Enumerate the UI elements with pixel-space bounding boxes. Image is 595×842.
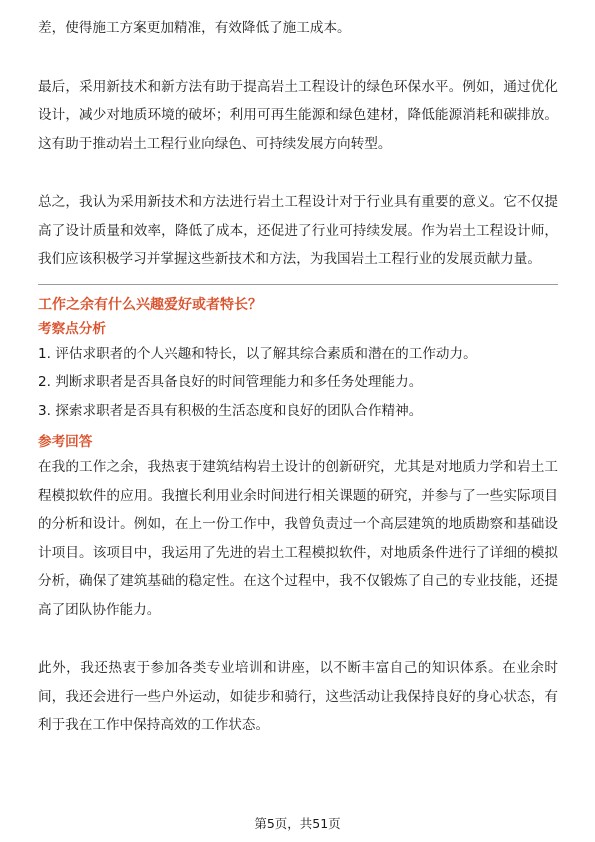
- analysis-point-1: 1. 评估求职者的个人兴趣和特长，以了解其综合素质和潜在的工作动力。: [38, 345, 477, 362]
- document-page: [38, 14, 558, 740]
- question-heading: 工作之余有什么兴趣爱好或者特长？: [38, 296, 262, 313]
- analysis-points-list: [38, 340, 558, 426]
- intro-paragraph-2: 最后，采用新技术和新方法有助于提高岩土工程设计的绿色环保水平。例如，通过优化设计，减少对地质环境的破坏；利用可再生能源和绿色建材，降低能源消耗和碳排放。这有助于推动岩土工程行业向绿色、可持续发展方向转型。: [38, 78, 558, 152]
- answer-paragraph-1: 在我的工作之余，我热衷于建筑结构岩土设计的创新研究，尤其是对地质力学和岩土工程模拟软件的应用。我擅长利用业余时间进行相关课题的研究，并参与了一些实际项目的分析和设计。例如，在上一份工作中，我曾负责过一个高层建筑的地质勘察和基础设计项目。该项目中，我运用了先进的岩土工程模拟软件，对地质条件进行了详细的模拟分析，确保了建筑基础的稳定性。在这个过程中，我不仅锻炼了自己的专业技能，还提高了团队协作能力。: [38, 459, 558, 618]
- section-divider: [38, 284, 558, 285]
- intro-paragraph-1: 差，使得施工方案更加精准，有效降低了施工成本。: [38, 20, 351, 36]
- page-footer: 第5页，共51页: [254, 816, 341, 831]
- analysis-point-2: 2. 判断求职者是否具备良好的时间管理能力和多任务处理能力。: [38, 374, 423, 390]
- answer-paragraph-2: 此外，我还热衷于参加各类专业培训和讲座，以不断丰富自己的知识体系。在业余时间，我还会进行一些户外运动，如徒步和骑行，这些活动让我保持良好的身心状态，有利于我在工作中保持高效的工作状态。: [38, 660, 558, 733]
- intro-paragraph-3: 总之，我认为采用新技术和方法进行岩土工程设计对于行业具有重要的意义。它不仅提高了设计质量和效率，降低了成本，还促进了行业可持续发展。作为岩土工程设计师，我们应该积极学习并掌握这些新技术和方法，为我国岩土工程行业的发展贡献力量。: [38, 194, 558, 267]
- analysis-heading: 考察点分析: [38, 320, 106, 337]
- answer-heading: 参考回答: [38, 434, 93, 450]
- analysis-point-3: 3. 探索求职者是否具有积极的生活态度和良好的团队合作精神。: [38, 402, 423, 419]
